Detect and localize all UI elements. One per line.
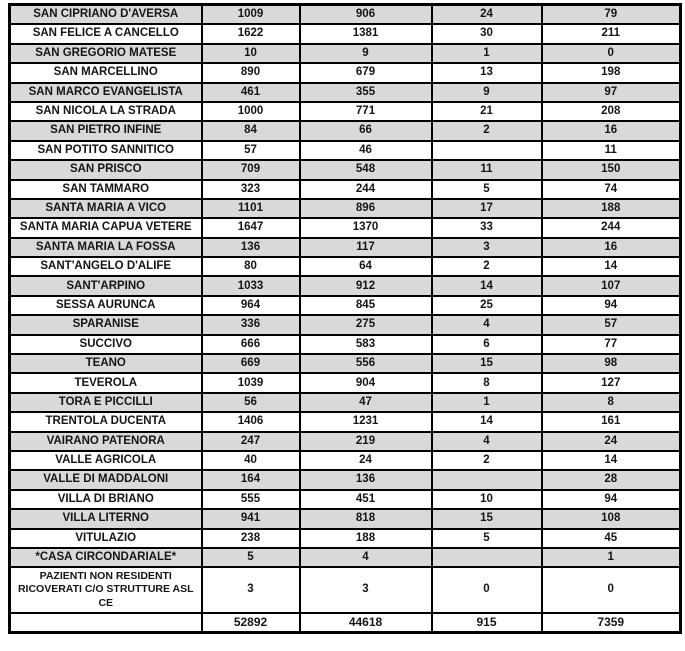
value-cell: 964 <box>202 296 300 315</box>
value-cell: 941 <box>202 509 300 528</box>
value-cell: 5 <box>432 180 542 199</box>
value-cell: 24 <box>542 432 681 451</box>
table-row <box>10 393 681 412</box>
value-cell <box>432 548 542 567</box>
value-cell: 136 <box>202 238 300 257</box>
value-cell: 107 <box>542 276 681 295</box>
value-cell: 14 <box>432 412 542 431</box>
value-cell: 845 <box>300 296 432 315</box>
value-cell: 904 <box>300 373 432 392</box>
table-row <box>10 218 681 237</box>
value-cell: 74 <box>542 180 681 199</box>
municipality-name-cell: VAIRANO PATENORA <box>10 432 202 451</box>
value-cell: 1009 <box>202 5 300 25</box>
value-cell: 1039 <box>202 373 300 392</box>
value-cell: 98 <box>542 354 681 373</box>
value-cell: 3 <box>300 567 432 612</box>
municipality-name-cell: SANT'ARPINO <box>10 276 202 295</box>
table-row <box>10 24 681 43</box>
municipality-name-cell: SAN MARCO EVANGELISTA <box>10 83 202 102</box>
value-cell: 9 <box>300 44 432 63</box>
value-cell: 15 <box>432 509 542 528</box>
value-cell: 13 <box>432 63 542 82</box>
value-cell: 709 <box>202 160 300 179</box>
value-cell: 1000 <box>202 102 300 121</box>
value-cell: 219 <box>300 432 432 451</box>
value-cell: 21 <box>432 102 542 121</box>
municipality-name-cell: VALLE DI MADDALONI <box>10 470 202 489</box>
value-cell: 336 <box>202 315 300 334</box>
value-cell: 164 <box>202 470 300 489</box>
value-cell: 1381 <box>300 24 432 43</box>
value-cell: 556 <box>300 354 432 373</box>
value-cell: 64 <box>300 257 432 276</box>
value-cell: 136 <box>300 470 432 489</box>
value-cell: 44618 <box>300 613 432 633</box>
value-cell: 188 <box>300 529 432 548</box>
municipality-name-cell: SAN TAMMARO <box>10 180 202 199</box>
value-cell: 1406 <box>202 412 300 431</box>
value-cell: 0 <box>432 567 542 612</box>
value-cell: 198 <box>542 63 681 82</box>
value-cell <box>432 470 542 489</box>
value-cell: 1647 <box>202 218 300 237</box>
municipality-name-cell: SPARANISE <box>10 315 202 334</box>
value-cell: 10 <box>202 44 300 63</box>
value-cell: 57 <box>202 141 300 160</box>
value-cell: 4 <box>432 432 542 451</box>
value-cell: 14 <box>432 276 542 295</box>
table-row <box>10 63 681 82</box>
value-cell: 11 <box>542 141 681 160</box>
municipality-name-cell: SANTA MARIA CAPUA VETERE <box>10 218 202 237</box>
value-cell: 1 <box>542 548 681 567</box>
value-cell: 79 <box>542 5 681 25</box>
value-cell: 7359 <box>542 613 681 633</box>
value-cell: 896 <box>300 199 432 218</box>
value-cell: 2 <box>432 451 542 470</box>
value-cell: 10 <box>432 490 542 509</box>
table-row <box>10 5 681 25</box>
table-row <box>10 451 681 470</box>
value-cell: 2 <box>432 257 542 276</box>
municipality-name-cell: VILLA LITERNO <box>10 509 202 528</box>
value-cell: 33 <box>432 218 542 237</box>
value-cell: 1231 <box>300 412 432 431</box>
value-cell: 5 <box>202 548 300 567</box>
value-cell: 9 <box>432 83 542 102</box>
table-row <box>10 160 681 179</box>
table-row <box>10 412 681 431</box>
table-row <box>10 83 681 102</box>
table-row <box>10 141 681 160</box>
value-cell: 1622 <box>202 24 300 43</box>
value-cell: 66 <box>300 121 432 140</box>
value-cell: 46 <box>300 141 432 160</box>
value-cell: 77 <box>542 335 681 354</box>
value-cell: 24 <box>432 5 542 25</box>
table-row <box>10 335 681 354</box>
municipality-name-cell: *CASA CIRCONDARIALE* <box>10 548 202 567</box>
municipality-name-cell: SAN CIPRIANO D'AVERSA <box>10 5 202 25</box>
value-cell: 244 <box>542 218 681 237</box>
value-cell: 3 <box>432 238 542 257</box>
value-cell: 8 <box>542 393 681 412</box>
municipality-name-cell: VITULAZIO <box>10 529 202 548</box>
value-cell: 161 <box>542 412 681 431</box>
value-cell: 84 <box>202 121 300 140</box>
value-cell: 97 <box>542 83 681 102</box>
value-cell: 15 <box>432 354 542 373</box>
value-cell: 244 <box>300 180 432 199</box>
municipality-name-cell: TRENTOLA DUCENTA <box>10 412 202 431</box>
value-cell: 5 <box>432 529 542 548</box>
value-cell: 56 <box>202 393 300 412</box>
value-cell: 117 <box>300 238 432 257</box>
value-cell: 80 <box>202 257 300 276</box>
municipality-name-cell: SAN PIETRO INFINE <box>10 121 202 140</box>
value-cell: 57 <box>542 315 681 334</box>
totals-row <box>10 613 681 633</box>
table-row <box>10 548 681 567</box>
value-cell: 323 <box>202 180 300 199</box>
value-cell: 666 <box>202 335 300 354</box>
value-cell: 1101 <box>202 199 300 218</box>
municipality-name-cell: VALLE AGRICOLA <box>10 451 202 470</box>
value-cell: 548 <box>300 160 432 179</box>
value-cell: 355 <box>300 83 432 102</box>
value-cell: 52892 <box>202 613 300 633</box>
value-cell: 45 <box>542 529 681 548</box>
value-cell: 247 <box>202 432 300 451</box>
municipality-name-cell: SAN FELICE A CANCELLO <box>10 24 202 43</box>
value-cell: 818 <box>300 509 432 528</box>
value-cell: 94 <box>542 296 681 315</box>
value-cell: 669 <box>202 354 300 373</box>
table-row <box>10 276 681 295</box>
table-row <box>10 567 681 612</box>
table-row <box>10 432 681 451</box>
value-cell: 14 <box>542 451 681 470</box>
value-cell: 915 <box>432 613 542 633</box>
municipality-name-cell: SAN GREGORIO MATESE <box>10 44 202 63</box>
value-cell: 6 <box>432 335 542 354</box>
table-row <box>10 354 681 373</box>
table-body <box>10 5 681 633</box>
municipality-name-cell: SUCCIVO <box>10 335 202 354</box>
municipality-name-cell: SANT'ANGELO D'ALIFE <box>10 257 202 276</box>
table-row <box>10 529 681 548</box>
value-cell: 208 <box>542 102 681 121</box>
municipality-name-cell: TEVEROLA <box>10 373 202 392</box>
value-cell: 24 <box>300 451 432 470</box>
value-cell: 108 <box>542 509 681 528</box>
value-cell: 8 <box>432 373 542 392</box>
table-row <box>10 509 681 528</box>
value-cell: 25 <box>432 296 542 315</box>
value-cell: 906 <box>300 5 432 25</box>
municipality-name-cell: TEANO <box>10 354 202 373</box>
value-cell: 11 <box>432 160 542 179</box>
municipality-name-cell: SAN MARCELLINO <box>10 63 202 82</box>
value-cell: 679 <box>300 63 432 82</box>
value-cell: 211 <box>542 24 681 43</box>
value-cell: 1370 <box>300 218 432 237</box>
table-row <box>10 102 681 121</box>
value-cell: 127 <box>542 373 681 392</box>
value-cell: 16 <box>542 238 681 257</box>
table-row <box>10 199 681 218</box>
value-cell: 1 <box>432 44 542 63</box>
municipality-name-cell: SAN NICOLA LA STRADA <box>10 102 202 121</box>
municipality-data-table <box>8 3 682 634</box>
table-row <box>10 373 681 392</box>
value-cell: 0 <box>542 567 681 612</box>
municipality-name-cell: TORA E PICCILLI <box>10 393 202 412</box>
value-cell: 1033 <box>202 276 300 295</box>
value-cell: 16 <box>542 121 681 140</box>
value-cell: 912 <box>300 276 432 295</box>
totals-label-cell <box>10 613 202 633</box>
value-cell: 275 <box>300 315 432 334</box>
table-row <box>10 44 681 63</box>
table-row <box>10 238 681 257</box>
value-cell: 451 <box>300 490 432 509</box>
municipality-name-cell: PAZIENTI NON RESIDENTI RICOVERATI C/O STRUTTURE ASL CE <box>10 567 202 612</box>
value-cell: 28 <box>542 470 681 489</box>
value-cell: 14 <box>542 257 681 276</box>
value-cell <box>432 141 542 160</box>
table-row <box>10 180 681 199</box>
value-cell: 47 <box>300 393 432 412</box>
value-cell: 555 <box>202 490 300 509</box>
value-cell: 17 <box>432 199 542 218</box>
value-cell: 2 <box>432 121 542 140</box>
value-cell: 4 <box>432 315 542 334</box>
value-cell: 40 <box>202 451 300 470</box>
value-cell: 583 <box>300 335 432 354</box>
value-cell: 188 <box>542 199 681 218</box>
municipality-name-cell: VILLA DI BRIANO <box>10 490 202 509</box>
table-row <box>10 470 681 489</box>
table-row <box>10 315 681 334</box>
value-cell: 461 <box>202 83 300 102</box>
value-cell: 3 <box>202 567 300 612</box>
value-cell: 890 <box>202 63 300 82</box>
value-cell: 94 <box>542 490 681 509</box>
value-cell: 238 <box>202 529 300 548</box>
municipality-name-cell: SESSA AURUNCA <box>10 296 202 315</box>
municipality-name-cell: SAN PRISCO <box>10 160 202 179</box>
table-row <box>10 121 681 140</box>
value-cell: 150 <box>542 160 681 179</box>
table-row <box>10 296 681 315</box>
value-cell: 1 <box>432 393 542 412</box>
table-row <box>10 257 681 276</box>
municipality-name-cell: SAN POTITO SANNITICO <box>10 141 202 160</box>
value-cell: 771 <box>300 102 432 121</box>
municipality-name-cell: SANTA MARIA LA FOSSA <box>10 238 202 257</box>
value-cell: 4 <box>300 548 432 567</box>
table-row <box>10 490 681 509</box>
value-cell: 30 <box>432 24 542 43</box>
value-cell: 0 <box>542 44 681 63</box>
municipality-name-cell: SANTA MARIA A VICO <box>10 199 202 218</box>
